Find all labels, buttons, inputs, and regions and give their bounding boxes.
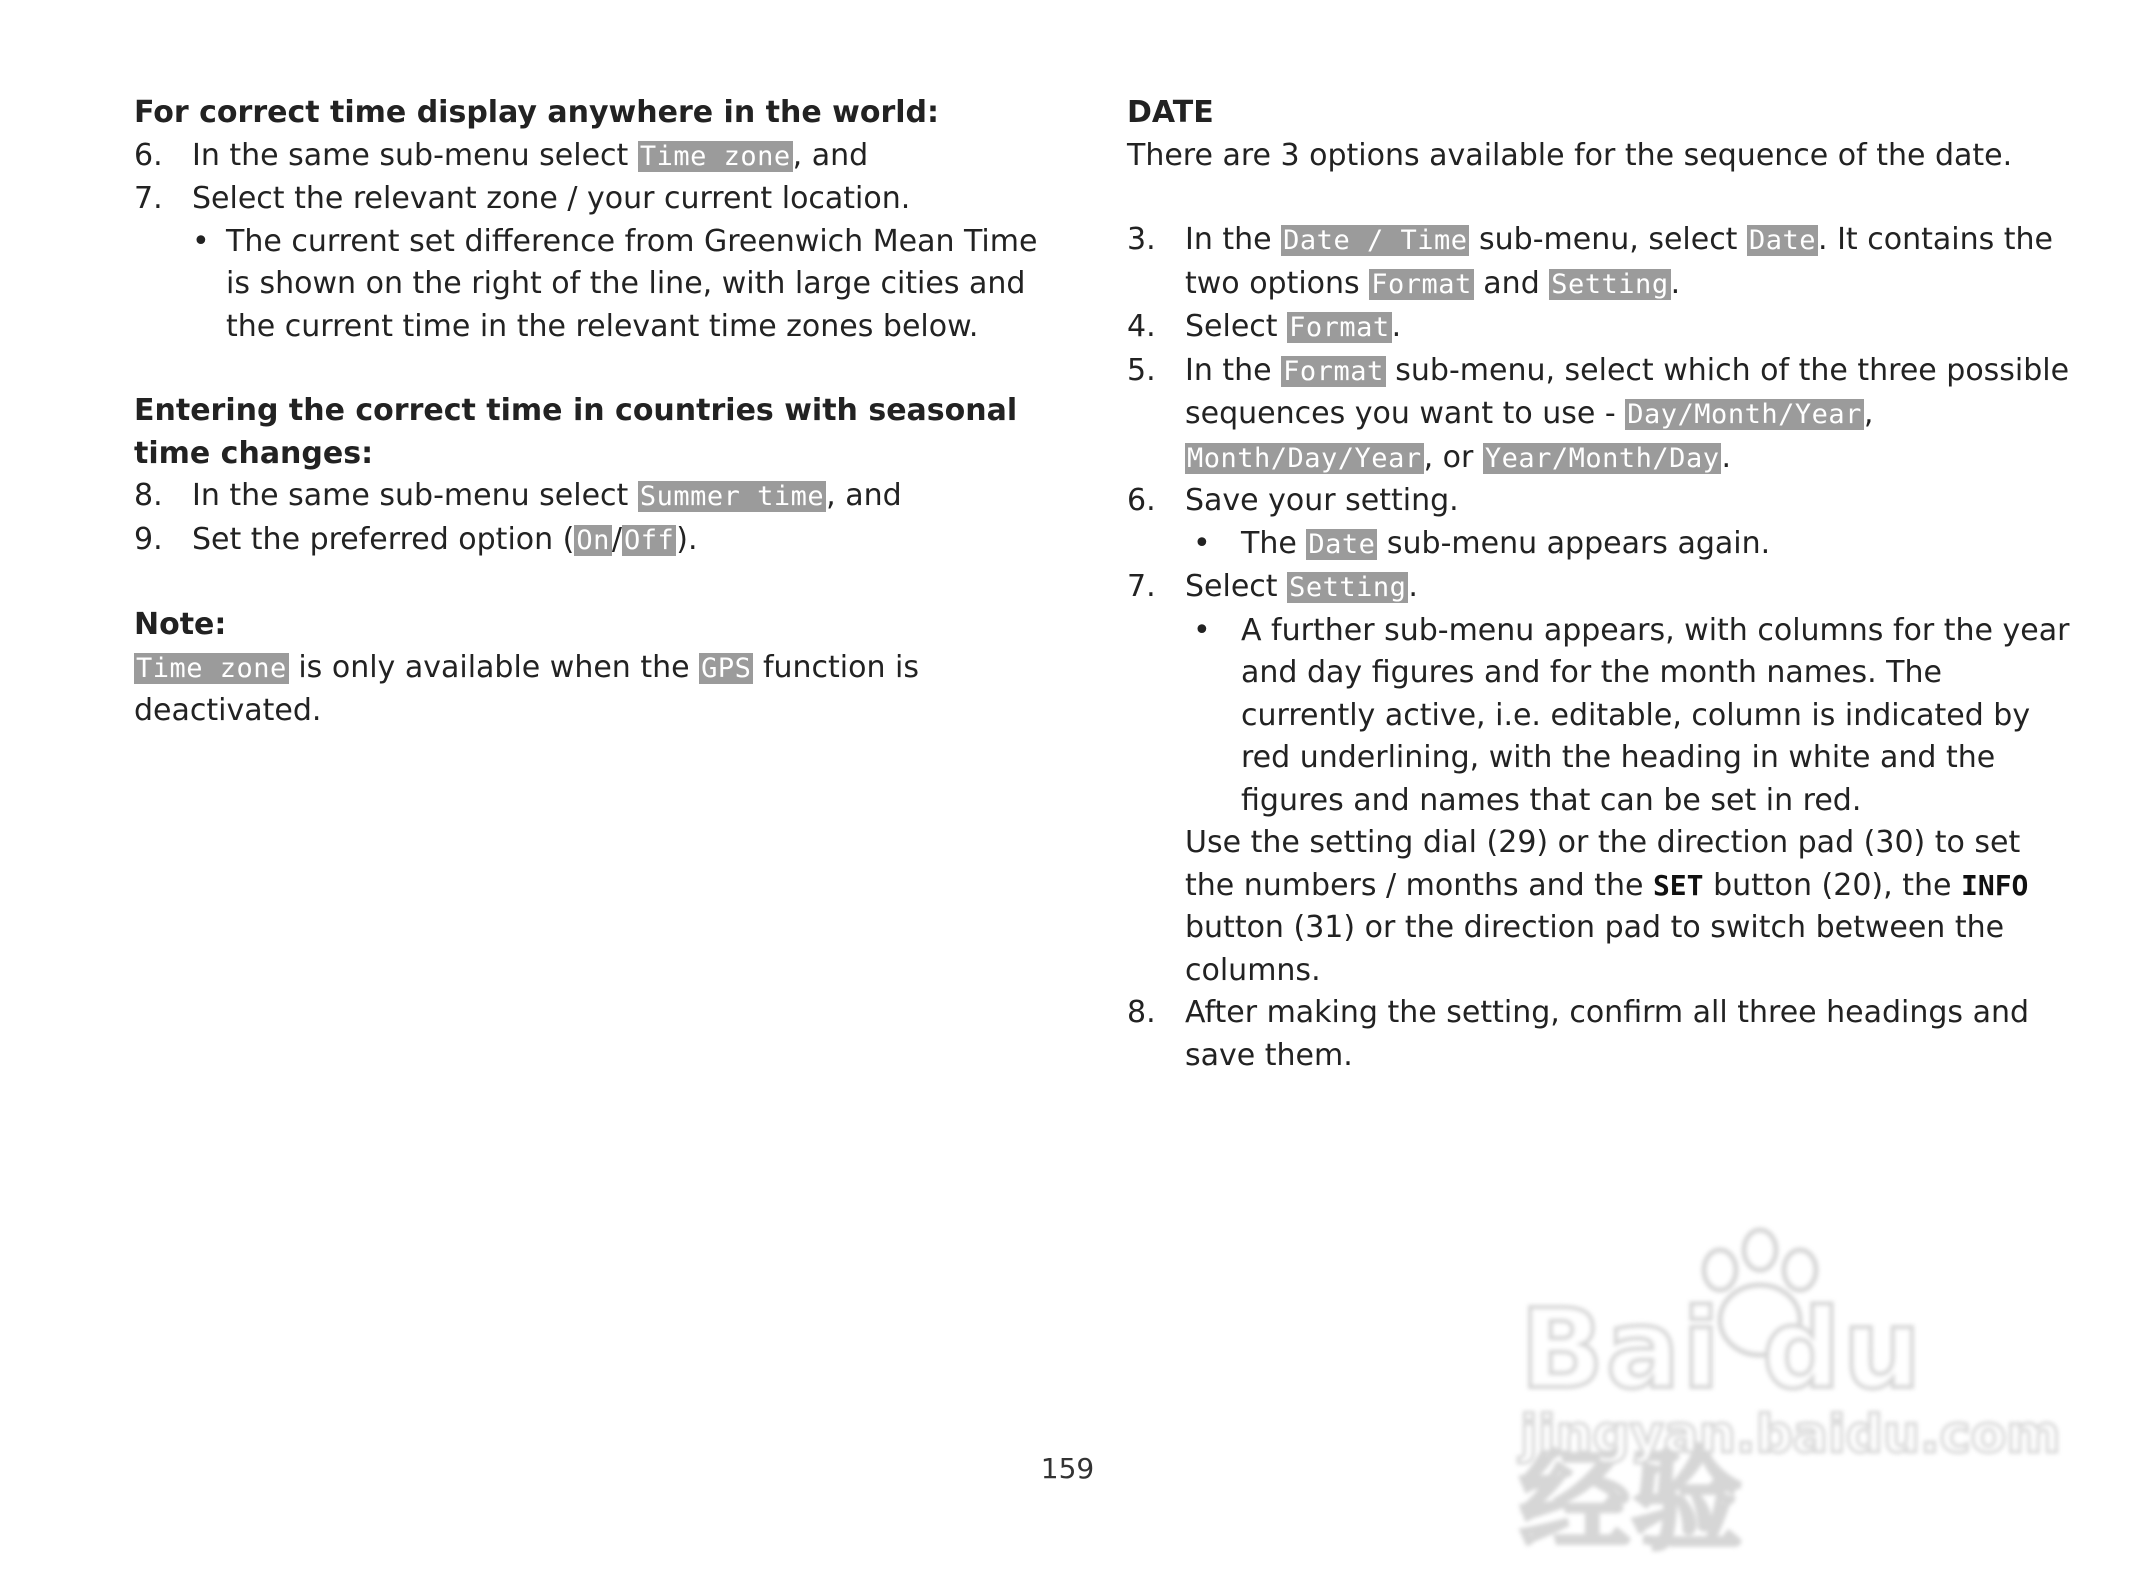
button-term: INFO	[1960, 868, 2029, 902]
menu-term: Format	[1289, 312, 1390, 343]
menu-term: Month/Day/Year	[1187, 442, 1422, 474]
menu-term: Year/Month/Day	[1484, 442, 1720, 474]
list-item: 9. Set the preferred option (On/Off).	[134, 521, 698, 557]
list-item	[1127, 523, 2077, 567]
list-item	[134, 221, 1064, 349]
list-item: 8. In the same sub-menu select Summer time, and	[134, 478, 902, 513]
list-item: 6. Save your setting.	[1127, 483, 1459, 518]
watermark-url: jingyan.baidu.com	[1520, 1405, 2061, 1465]
bullet-icon: •	[1193, 525, 1211, 561]
list-item: 8. After making the setting, confirm all three headings and save them.	[1127, 995, 2030, 1073]
menu-term: On	[576, 524, 610, 556]
menu-term: Off	[624, 524, 675, 556]
menu-term: Date	[1308, 528, 1376, 560]
section-heading-seasonal-time: Entering the correct time in countries with seasonal time changes:	[134, 393, 1018, 471]
menu-term: Time zone	[136, 652, 287, 684]
menu-term: Summer time	[639, 481, 825, 512]
menu-term: Day/Month/Year	[1627, 399, 1862, 430]
list-item: 5. In the Format sub-menu, select which of the three possible sequences you want to use - Day/Month/Year, Month/Day/Year, or Year/Month/Day.	[1127, 352, 2070, 475]
menu-term: Date / Time	[1283, 225, 1468, 256]
list-item: 4. Select Format.	[1127, 309, 1402, 344]
page-number: 159	[1040, 1452, 1095, 1485]
watermark-logo: Bai du 经验	[1520, 1285, 1924, 1565]
list-item: 7. Select Setting.	[1127, 569, 1418, 604]
baidu-watermark	[1500, 1225, 2061, 1565]
list-item: 6. In the same sub-menu select Time zone, and	[134, 137, 869, 173]
menu-term: Setting	[1551, 268, 1669, 300]
bullet-icon: •	[1193, 612, 1211, 648]
intro-text: There are 3 options available for the sequence of the date.	[1127, 137, 2013, 173]
menu-term: Format	[1371, 268, 1472, 300]
bullet-item: • A further sub-menu appears, with columns for the year and day figures and for the month names. The currently active, i.e. editable, column is indicated by red underlining, with the heading in white and the figures and names that can be set in red.	[1185, 610, 2077, 823]
menu-term: Time zone	[639, 140, 791, 172]
menu-term: GPS	[701, 652, 752, 684]
left-column	[134, 92, 1064, 733]
menu-term: Format	[1283, 355, 1384, 387]
section-heading-world-time: For correct time display anywhere in the world:	[134, 95, 940, 130]
section-heading-date: DATE	[1127, 95, 1214, 130]
list-item: 3. In the Date / Time sub-menu, select Date. It contains the two options Format and Setting.	[1127, 222, 2053, 301]
list-item	[1127, 610, 2077, 823]
menu-term: Setting	[1289, 572, 1407, 603]
button-term: SET	[1652, 868, 1704, 902]
list-item: 7. Select the relevant zone / your current location.	[134, 181, 911, 216]
menu-term: Date	[1748, 225, 1817, 256]
note-text: Time zone is only available when the GPS function is deactivated.	[134, 649, 919, 728]
bullet-item: • The Date sub-menu appears again.	[1185, 523, 2077, 567]
bullet-item: • The current set difference from Greenwich Mean Time is shown on the right of the line, with large cities and the current time in the relevant time zones below.	[192, 221, 1064, 349]
bullet-icon: •	[192, 223, 210, 259]
note-heading: Note:	[134, 607, 227, 642]
instruction-paragraph: Use the setting dial (29) or the direction pad (30) to set the numbers / months and the SET button (20), the INFO button (31) or the direction pad to switch between the columns.	[1185, 825, 2029, 988]
right-column	[1127, 92, 2077, 1077]
